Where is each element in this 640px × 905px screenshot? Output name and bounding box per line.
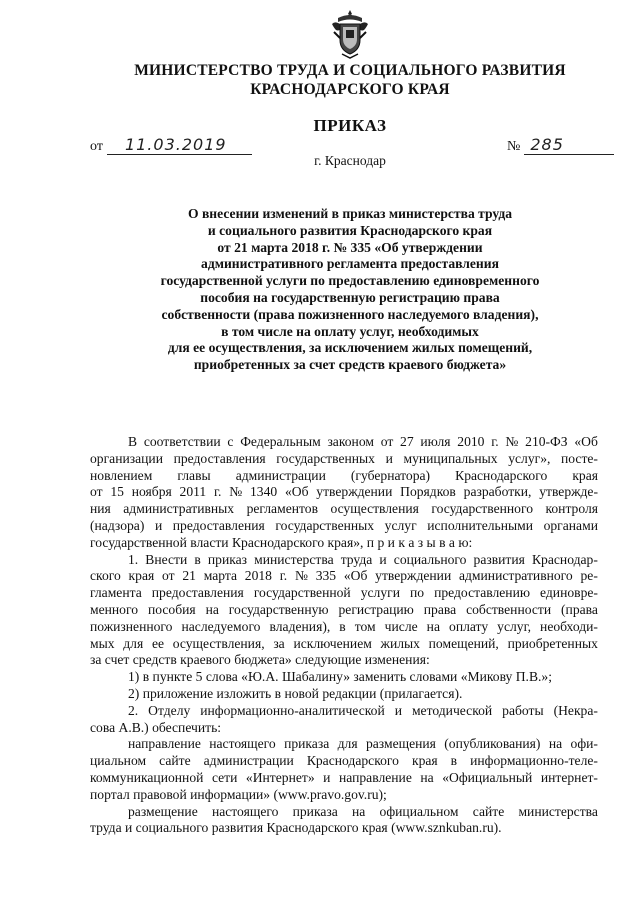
body-line: ского края от 21 марта 2018 г. № 335 «Об утверждении административного ре- [90,568,598,584]
city-label: г. Краснодар [314,153,386,168]
body-line: ния административных регламентов осуществления государственного контроля [90,501,598,517]
order-body [90,434,598,837]
body-line: 1) в пункте 5 слова «Ю.А. Шабалину» заменить словами «Микову П.В.»; [128,669,552,685]
body-line: менного пособия на государственную регистрацию права собственности (права [90,601,598,617]
subject-line: приобретенных за счет средств краевого бюджета» [193,357,507,373]
body-line: сова А.В.) обеспечить: [90,719,222,735]
number-field [507,135,614,155]
handwritten-date: 11.03.2019 [124,135,227,154]
subject-line: О внесении изменений в приказ министерства труда [187,206,513,221]
body-line: направление настоящего приказа для размещения (опубликования) на офи- [128,736,598,752]
number-prefix: № [507,139,521,154]
body-line: 2) приложение изложить в новой редакции (прилагается). [128,685,463,701]
body-line: за счет средств краевого бюджета» следующие изменения: [90,652,430,668]
date-field [90,135,252,155]
subject-line: в том числе на оплату услуг, необходимых [221,323,479,339]
body-line: 2. Отделу информационно-аналитической и методической работы (Некра- [128,702,598,718]
subject-line: для ее осуществления, за исключением жилых помещений, [167,340,533,356]
subject-line: пособия на государственную регистрацию права [200,289,500,305]
subject-line: административного регламента предоставления [201,256,499,272]
order-subject [130,206,570,374]
body-line: пожизненного наследуемого владения), в том числе на оплату услуг, необходи- [90,618,598,634]
body-line: (надзора) и предоставления государственных услуг исполнительными органами [90,517,598,533]
date-prefix: от [90,139,103,154]
ministry-name-line1: МИНИСТЕРСТВО ТРУДА И СОЦИАЛЬНОГО РАЗВИТИЯ [134,62,566,79]
body-line: мых для ее осуществления, за исключением жилых помещений, приобретенных [90,635,598,651]
body-line: от 15 ноября 2011 г. № 1340 «Об утверждении Порядков разработки, утвержде- [90,484,598,500]
body-line: коммуникационной сети «Интернет» и направление на «Официальный интернет- [90,769,598,785]
handwritten-number: 285 [530,135,564,154]
ministry-header [120,61,580,99]
subject-line: государственной услуги по предоставлению единовременного [160,273,540,289]
body-line: государственной власти Краснодарского края», п р и к а з ы в а ю: [90,534,473,550]
subject-line: и социального развития Краснодарского края [207,222,493,238]
body-line: В соответствии с Федеральным законом от 27 июля 2010 г. № 210-ФЗ «Об [128,434,598,449]
subject-line: от 21 марта 2018 г. № 335 «Об утверждении [217,239,483,255]
body-line: гламента предоставления государственной услуги по предоставлению единовре- [90,585,598,601]
coat-of-arms-emblem [328,8,372,60]
body-line: организации предоставления государственных и муниципальных услуг», посте- [90,450,598,466]
subject-line: собственности (права пожизненного наследуемого владения), [161,306,539,322]
body-line: труда и социального развития Краснодарского края (www.sznkuban.ru). [90,820,502,836]
body-line: 1. Внести в приказ министерства труда и социального развития Краснодар- [128,551,598,567]
body-line: циальном сайте администрации Краснодарского края в информационно-теле- [90,753,598,769]
body-line: портал правовой информации» (www.pravo.gov.ru); [90,786,387,802]
document-type-title: ПРИКАЗ [313,116,387,135]
body-line: новлением главы администрации (губернатора) Краснодарского края [90,467,598,483]
body-line: размещение настоящего приказа на официальном сайте министерства [128,803,598,819]
ministry-name-line2: КРАСНОДАРСКОГО КРАЯ [250,81,450,98]
